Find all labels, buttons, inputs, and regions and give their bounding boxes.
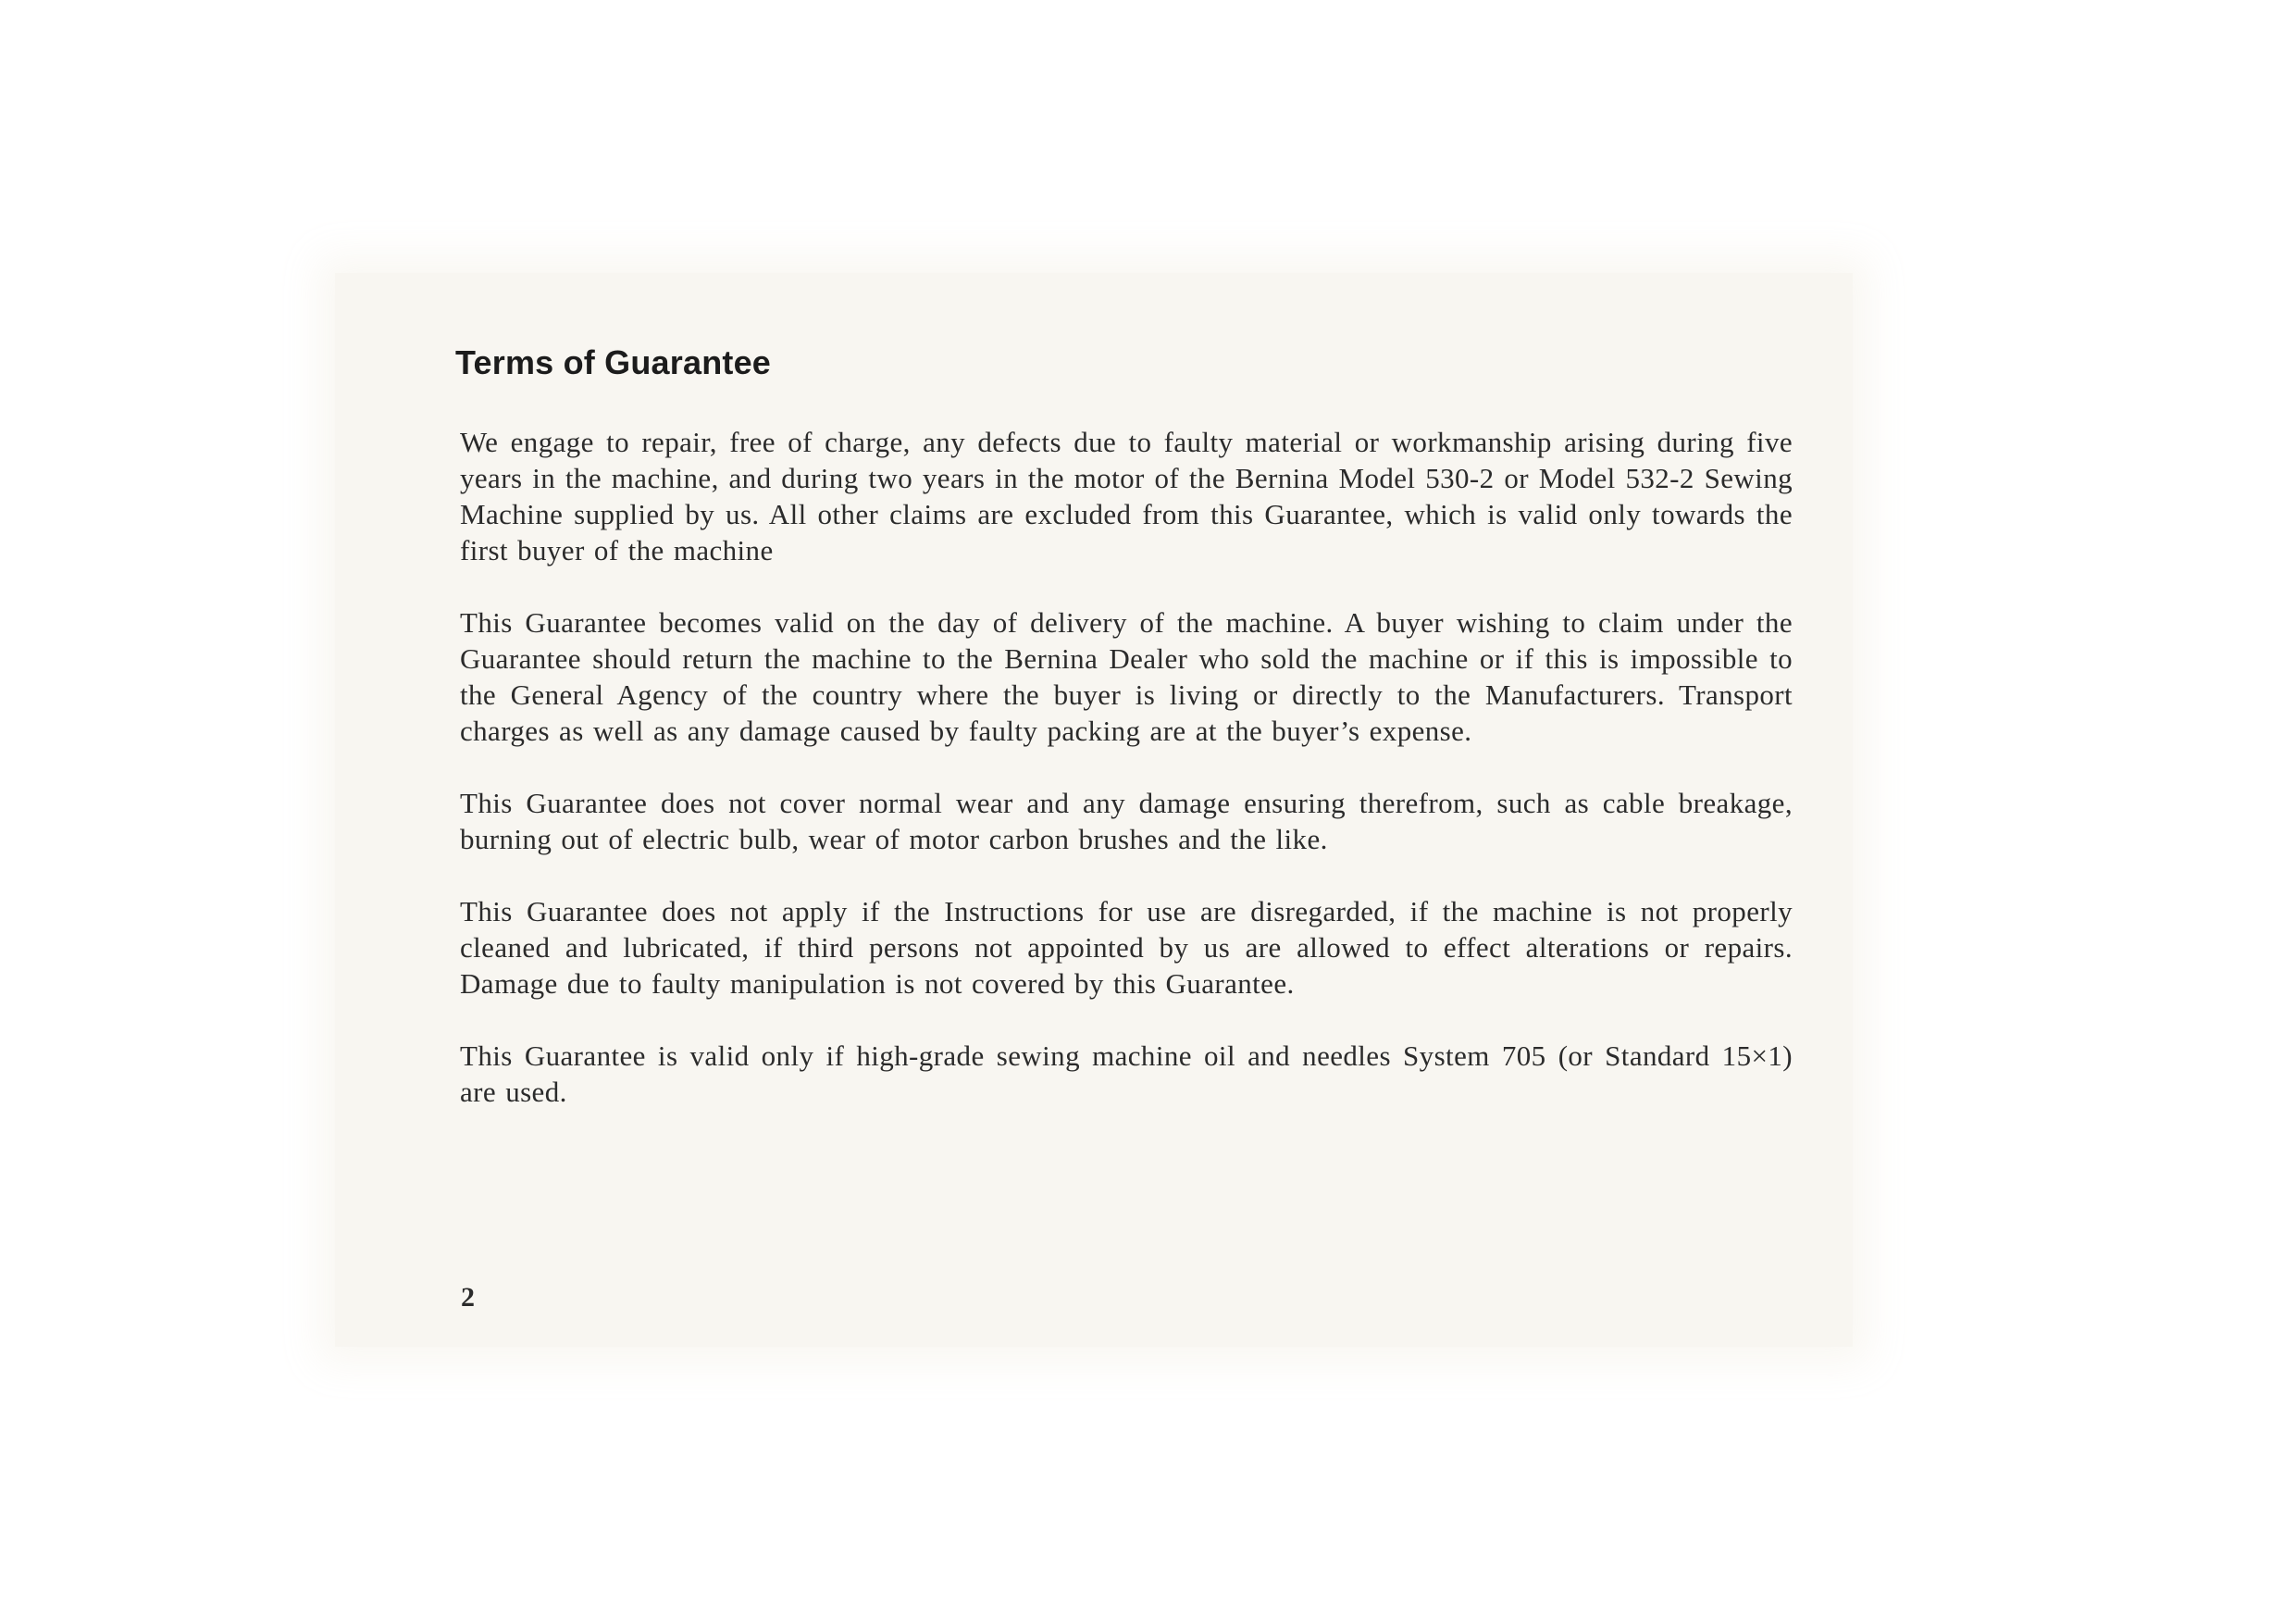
paragraph-validity-claims: This Guarantee becomes valid on the day of delivery of the machine. A buyer wishing to claim under the Guarantee should return the machine to the Bernina Dealer who sold the machine or if this is impossible to the General Agency of the country where the buyer is living or directly to the Manufacturers. Transport charges as well as any damage caused by faulty packing are at the buyer’s expense. <box>460 606 1793 747</box>
page-title: Terms of Guarantee <box>455 343 772 381</box>
guarantee-body <box>460 424 1793 1146</box>
paragraph-exclusions: This Guarantee does not apply if the Instructions for use are disregarded, if the machine is not properly cleaned and lubricated, if third persons not appointed by us are allowed to effect alterations or repairs. Damage due to faulty manipulation is not covered by this Guarantee. <box>460 895 1793 1000</box>
page-number: 2 <box>461 1282 475 1313</box>
paragraph-normal-wear: This Guarantee does not cover normal wear and any damage ensuring therefrom, such as cable breakage, burning out of electric bulb, wear of motor carbon brushes and the like. <box>460 787 1793 855</box>
paragraph-repair-terms: We engage to repair, free of charge, any defects due to faulty material or workmanship arising during five years in the machine, and during two years in the motor of the Bernina Model 530-2 or Model 532-2 Sewing Machine supplied by us. All other claims are excluded from this Guarantee, which is valid only towards the first buyer of the machine <box>460 426 1793 566</box>
paragraph-oil-needles: This Guarantee is valid only if high-grade sewing machine oil and needles System 705 (or Standard 15×1) are used. <box>460 1039 1793 1108</box>
document-page <box>335 273 1853 1347</box>
